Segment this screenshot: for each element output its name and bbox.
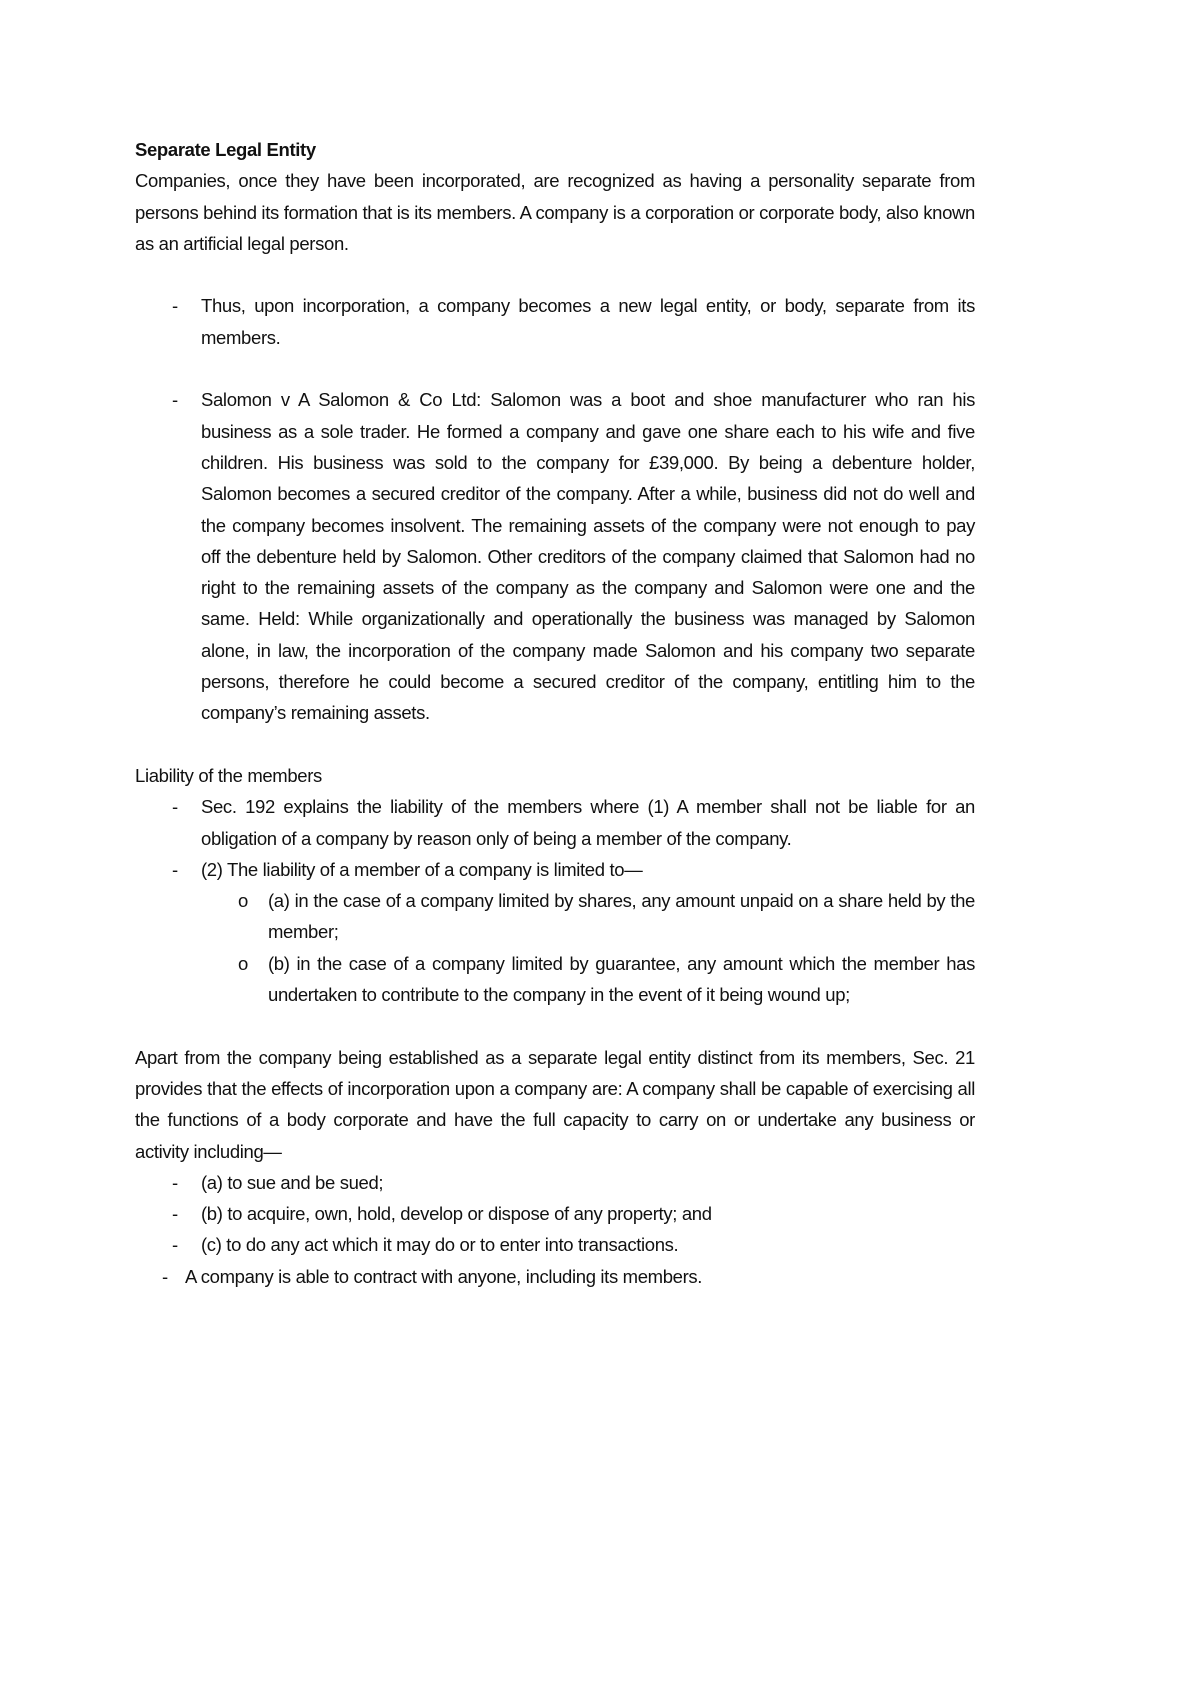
effects-paragraph: Apart from the company being established as a separate legal entity distinct from its members, Sec. 21 provides that the effects of incorporation upon a company are: A company shall be capable of exercising all the functions of a body corporate and have the full capacity to carry on or undertake any business or activity including— (135, 1046, 975, 1162)
sub-bullet-marker: o (238, 952, 248, 974)
bullet-marker: - (172, 796, 178, 818)
list-item-text: Thus, upon incorporation, a company becomes a new legal entity, or body, separate from its members. (201, 295, 975, 348)
list-item-text: (a) to sue and be sued; (201, 1171, 384, 1193)
sub-bullet-marker: o (238, 890, 248, 912)
list-item (135, 854, 975, 885)
list-item-text: A company is able to contract with anyone, including its members. (185, 1265, 703, 1287)
list-item-text: (b) to acquire, own, hold, develop or dispose of any property; and (201, 1203, 712, 1225)
list-item (135, 1261, 975, 1292)
list-item-text: (2) The liability of a member of a company is limited to— (201, 858, 643, 880)
section-title: Separate Legal Entity (135, 139, 316, 160)
list-item-text: Salomon v A Salomon & Co Ltd: Salomon was a boot and shoe manufacturer who ran his business as a sole trader. He formed a company and gave one share each to his wife and five children. His business was sold to the company for £39,000. By being a debenture holder, Salomon becomes a secured creditor of the company. After a while, business did not do well and the company becomes insolvent. The remaining assets of the company were not enough to pay off the debenture held by Salomon. Other creditors of the company claimed that Salomon had no right to the remaining assets of the company as the company and Salomon were one and the same. Held: While organizationally and operationally the business was managed by Salomon alone, in law, the incorporation of the company made Salomon and his company two separate persons, therefore he could become a secured creditor of the company, entitling him to the company’s remaining assets. (201, 389, 975, 724)
bullet-marker: - (172, 1203, 178, 1225)
intro-paragraph: Companies, once they have been incorporated, are recognized as having a personality separate from persons behind its formation that is its members. A company is a corporation or corporate body, also known as an artificial legal person. (135, 170, 975, 254)
list-item-text: (c) to do any act which it may do or to enter into transactions. (201, 1234, 679, 1256)
bullet-marker: - (172, 858, 178, 880)
list-item (135, 1167, 975, 1198)
sub-list-item-text: (b) in the case of a company limited by guarantee, any amount which the member has undertaken to contribute to the company in the event of it being wound up; (268, 952, 975, 1006)
bullet-marker: - (172, 389, 178, 411)
list-item (135, 1198, 975, 1229)
list-item-text: Sec. 192 explains the liability of the members where (1) A member shall not be liable for an obligation of a company by reason only of being a member of the company. (201, 796, 975, 849)
list-item (135, 290, 975, 353)
document-page (135, 134, 975, 1292)
list-item (135, 791, 975, 854)
sub-list-item (135, 885, 975, 948)
bullet-marker: - (172, 1171, 178, 1193)
sub-list-item (135, 948, 975, 1011)
bullet-marker: - (172, 295, 178, 317)
bullet-marker: - (162, 1265, 168, 1287)
bullet-marker: - (172, 1234, 178, 1256)
list-item (135, 1229, 975, 1260)
sub-list-item-text: (a) in the case of a company limited by shares, any amount unpaid on a share held by the member; (268, 890, 975, 943)
liability-heading: Liability of the members (135, 764, 322, 786)
list-item (135, 384, 975, 728)
